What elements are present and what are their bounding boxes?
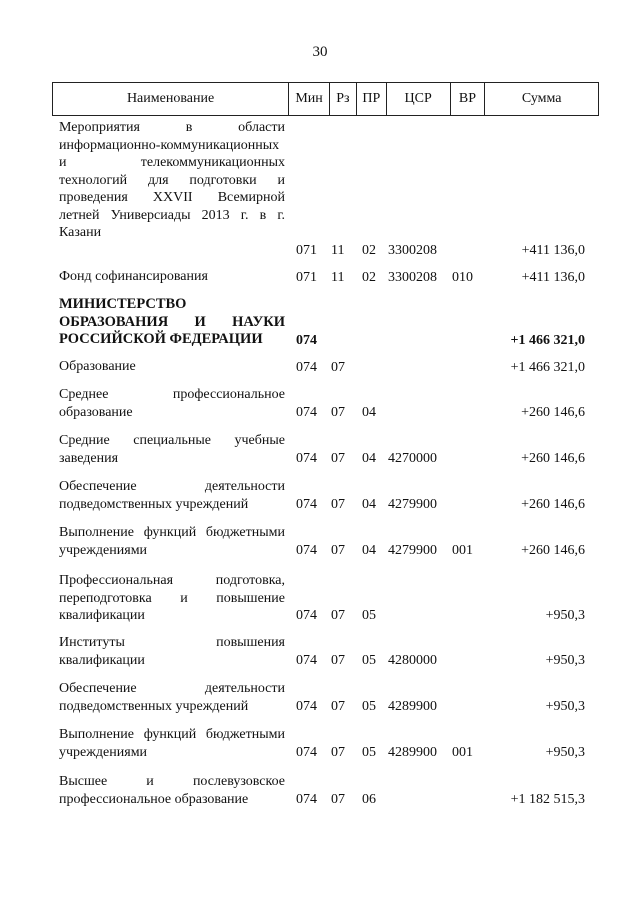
row-pr: 04 bbox=[362, 542, 376, 558]
row-name: Обеспечение деятельности подведомственных учреждений bbox=[59, 479, 285, 512]
table-row bbox=[52, 726, 599, 761]
row-csr: 4279900 bbox=[388, 542, 437, 558]
row-pr: 04 bbox=[362, 404, 376, 420]
row-name: Высшее и послевузовское профессиональное образование bbox=[59, 774, 285, 807]
row-min: 074 bbox=[296, 652, 317, 668]
row-sum: +1 466 321,0 bbox=[510, 332, 585, 348]
row-sum: +950,3 bbox=[545, 607, 585, 623]
row-name: МИНИСТЕРСТВО ОБРАЗОВАНИЯ И НАУКИ РОССИЙСКОЙ ФЕДЕРАЦИИ bbox=[59, 296, 285, 347]
row-rz: 07 bbox=[331, 698, 345, 714]
row-pr: 05 bbox=[362, 607, 376, 623]
table-row bbox=[52, 296, 599, 349]
row-min: 074 bbox=[296, 698, 317, 714]
row-min: 074 bbox=[296, 359, 317, 375]
header-rz: Рз bbox=[329, 83, 356, 115]
row-sum: +260 146,6 bbox=[521, 404, 585, 420]
row-pr: 05 bbox=[362, 698, 376, 714]
row-sum: +950,3 bbox=[545, 652, 585, 668]
row-rz: 07 bbox=[331, 607, 345, 623]
row-sum: +950,3 bbox=[545, 744, 585, 760]
header-vr: ВР bbox=[450, 83, 485, 115]
row-pr: 02 bbox=[362, 242, 376, 258]
table-row bbox=[52, 572, 599, 624]
row-vr: 010 bbox=[452, 269, 473, 285]
row-min: 074 bbox=[296, 404, 317, 420]
row-min: 074 bbox=[296, 607, 317, 623]
row-sum: +1 182 515,3 bbox=[510, 791, 585, 807]
row-name: Образование bbox=[59, 359, 136, 374]
row-sum: +260 146,6 bbox=[521, 496, 585, 512]
row-sum: +950,3 bbox=[545, 698, 585, 714]
row-csr: 4279900 bbox=[388, 496, 437, 512]
table-row bbox=[52, 432, 599, 467]
table-row bbox=[52, 634, 599, 669]
header-sum: Сумма bbox=[484, 83, 598, 115]
row-vr: 001 bbox=[452, 542, 473, 558]
row-name: Выполнение функций бюджетными учреждениями bbox=[59, 525, 285, 558]
row-sum: +411 136,0 bbox=[521, 269, 585, 285]
row-rz: 07 bbox=[331, 359, 345, 375]
row-sum: +260 146,6 bbox=[521, 450, 585, 466]
row-rz: 07 bbox=[331, 496, 345, 512]
header-pr: ПР bbox=[356, 83, 386, 115]
row-min: 074 bbox=[296, 744, 317, 760]
table-row bbox=[52, 119, 599, 259]
row-min: 071 bbox=[296, 242, 317, 258]
table-row bbox=[52, 358, 599, 376]
header-name: Наименование bbox=[126, 91, 215, 106]
row-min: 074 bbox=[296, 332, 317, 348]
row-sum: +1 466 321,0 bbox=[510, 359, 585, 375]
header-min: Мин bbox=[288, 83, 329, 115]
row-name: Средние специальные учебные заведения bbox=[59, 433, 285, 466]
header-csr: ЦСР bbox=[386, 83, 450, 115]
row-csr: 4280000 bbox=[388, 652, 437, 668]
row-rz: 07 bbox=[331, 791, 345, 807]
row-name: Мероприятия в области информационно-коммуникационных и телекоммуникационных технологий для подготовки и проведения XXVII Всемирной летней Универсиады 2013 г. в г. Казани bbox=[59, 120, 285, 240]
row-pr: 04 bbox=[362, 450, 376, 466]
row-min: 074 bbox=[296, 496, 317, 512]
table-header bbox=[52, 82, 599, 116]
row-pr: 05 bbox=[362, 652, 376, 668]
row-csr: 4270000 bbox=[388, 450, 437, 466]
row-sum: +411 136,0 bbox=[521, 242, 585, 258]
row-pr: 05 bbox=[362, 744, 376, 760]
row-name: Выполнение функций бюджетными учреждениями bbox=[59, 727, 285, 760]
row-rz: 07 bbox=[331, 450, 345, 466]
row-name: Профессиональная подготовка, переподготовка и повышение квалификации bbox=[59, 573, 285, 623]
table-row bbox=[52, 773, 599, 808]
row-vr: 001 bbox=[452, 744, 473, 760]
row-rz: 11 bbox=[331, 242, 345, 258]
row-pr: 02 bbox=[362, 269, 376, 285]
row-pr: 04 bbox=[362, 496, 376, 512]
row-rz: 07 bbox=[331, 652, 345, 668]
row-csr: 3300208 bbox=[388, 269, 437, 285]
row-pr: 06 bbox=[362, 791, 376, 807]
row-csr: 4289900 bbox=[388, 744, 437, 760]
table-row bbox=[52, 524, 599, 559]
row-csr: 3300208 bbox=[388, 242, 437, 258]
row-csr: 4289900 bbox=[388, 698, 437, 714]
row-name: Среднее профессиональное образование bbox=[59, 387, 285, 420]
row-rz: 07 bbox=[331, 404, 345, 420]
table-row bbox=[52, 386, 599, 421]
table-row bbox=[52, 268, 599, 286]
row-min: 074 bbox=[296, 542, 317, 558]
row-name: Обеспечение деятельности подведомственных учреждений bbox=[59, 681, 285, 714]
row-min: 074 bbox=[296, 791, 317, 807]
row-rz: 07 bbox=[331, 744, 345, 760]
row-min: 071 bbox=[296, 269, 317, 285]
row-min: 074 bbox=[296, 450, 317, 466]
row-rz: 07 bbox=[331, 542, 345, 558]
row-sum: +260 146,6 bbox=[521, 542, 585, 558]
row-rz: 11 bbox=[331, 269, 345, 285]
row-name: Фонд софинансирования bbox=[59, 269, 208, 284]
table-row bbox=[52, 478, 599, 513]
page-number: 30 bbox=[312, 44, 328, 60]
table-row bbox=[52, 680, 599, 715]
row-name: Институты повышения квалификации bbox=[59, 635, 285, 668]
